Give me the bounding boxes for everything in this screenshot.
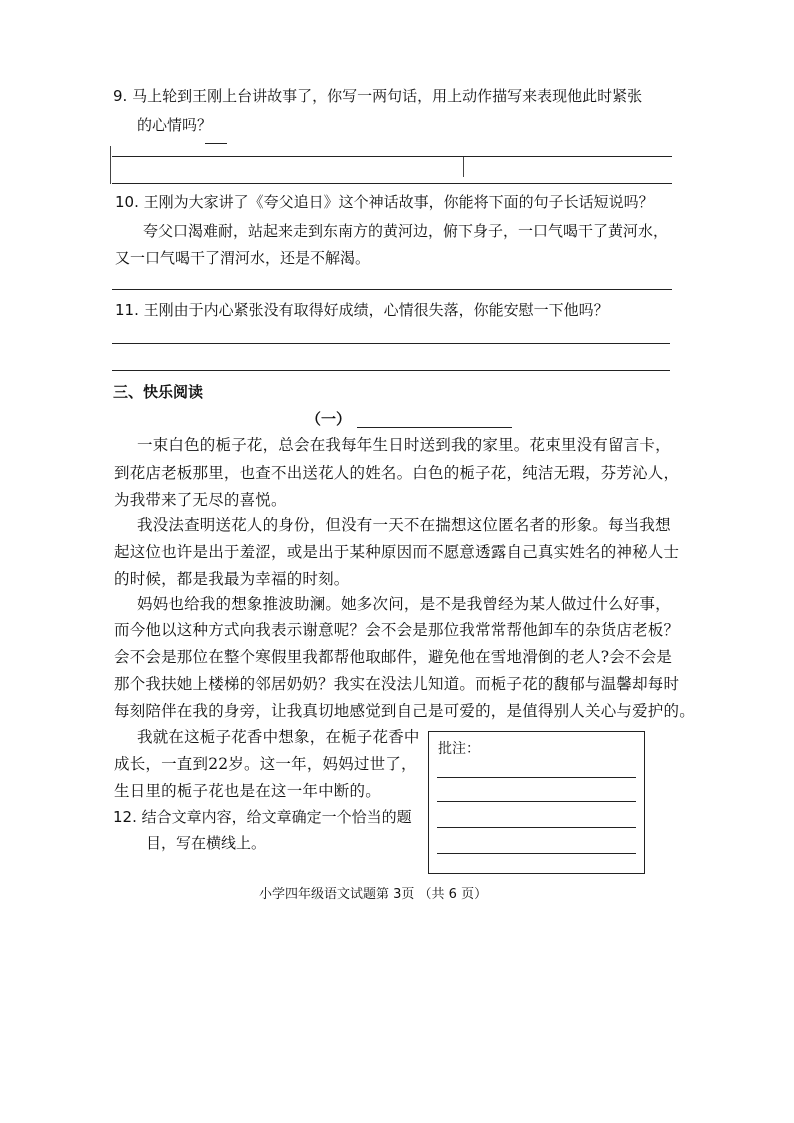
section-3-heading: 三、快乐阅读: [113, 383, 204, 401]
annotation-line-2[interactable]: [437, 801, 636, 802]
passage-p2-line-2: 起这位也许是出于羞涩，或是出于某种原因而不愿意透露自己真实姓名的神秘人士: [114, 543, 680, 561]
annotation-line-4[interactable]: [437, 853, 636, 854]
passage-title-blank[interactable]: [357, 427, 512, 428]
annotation-label: 批注：: [438, 741, 480, 757]
annotation-line-1[interactable]: [437, 777, 636, 778]
question-10-line-3: 又一口气喝干了渭河水，还是不解渴。: [115, 249, 371, 267]
passage-p4-line-3: 生日里的栀子花也是在这一年中断的。: [114, 782, 381, 800]
question-12-line-2: 目，写在横线上。: [146, 834, 267, 852]
answer-line-9b[interactable]: [112, 183, 672, 184]
passage-p2-line-3: 的时候，都是我最为幸福的时刻。: [114, 570, 350, 588]
scan-edge-mark: [110, 146, 111, 184]
annotation-line-3[interactable]: [437, 827, 636, 828]
question-9-line-2: 的心情吗？: [137, 116, 213, 134]
scan-divider-mark: [463, 157, 464, 177]
answer-line-11a[interactable]: [112, 343, 670, 344]
answer-line-11b[interactable]: [112, 370, 670, 371]
page-footer: 小学四年级语文试题第 3页 （共 6 页）: [259, 887, 488, 902]
passage-p3-line-2: 而今他以这种方式向我表示谢意呢？会不会是那位我常常帮他卸车的杂货店老板？: [114, 621, 680, 639]
passage-p3-line-3: 会不会是那位在整个寒假里我都帮他取邮件，避免他在雪地滑倒的老人?会不会是: [114, 648, 673, 666]
question-10-line-1: 10. 王刚为大家讲了《夸父追日》这个神话故事，你能将下面的句子长话短说吗？: [115, 193, 654, 211]
passage-p3-line-4: 那个我扶她上楼梯的邻居奶奶？我实在没法儿知道。而栀子花的馥郁与温馨却每时: [114, 675, 680, 693]
passage-p4-line-2: 成长，一直到22岁。这一年，妈妈过世了，: [114, 755, 417, 773]
question-12-line-1: 12. 结合文章内容，给文章确定一个恰当的题: [113, 808, 412, 826]
question-10-line-2: 夸父口渴难耐，站起来走到东南方的黄河边，俯下身子，一口气喝干了黄河水，: [143, 222, 669, 240]
passage-p1-line-1: 一束白色的栀子花，总会在我每年生日时送到我的家里。花束里没有留言卡，: [137, 436, 671, 454]
question-11-line-1: 11. 王刚由于内心紧张没有取得好成绩，心情很失落，你能安慰一下他吗？: [115, 301, 609, 319]
passage-p3-line-5: 每刻陪伴在我的身旁，让我真切地感觉到自己是可爱的，是值得别人关心与爱护的。: [114, 702, 695, 720]
passage-p1-line-2: 到花店老板那里，也查不出送花人的姓名。白色的栀子花，纯洁无瑕，芬芳沁人，: [114, 464, 680, 482]
answer-line-9a[interactable]: [112, 156, 672, 157]
question-9-line-1: 9. 马上轮到王刚上台讲故事了，你写一两句话，用上动作描写来表现他此时紧张: [113, 87, 643, 105]
passage-p1-line-3: 为我带来了无尽的喜悦。: [114, 491, 287, 509]
passage-label: （一）: [306, 410, 352, 428]
passage-p3-line-1: 妈妈也给我的想象推波助澜。她多次问，是不是我曾经为某人做过什么好事，: [137, 595, 671, 613]
passage-p4-line-1: 我就在这栀子花香中想象，在栀子花香中: [137, 728, 420, 746]
stray-mark: [205, 143, 227, 144]
passage-p2-line-1: 我没法查明送花人的身份，但没有一天不在揣想这位匿名者的形象。每当我想: [137, 516, 671, 534]
answer-line-10[interactable]: [112, 289, 672, 290]
